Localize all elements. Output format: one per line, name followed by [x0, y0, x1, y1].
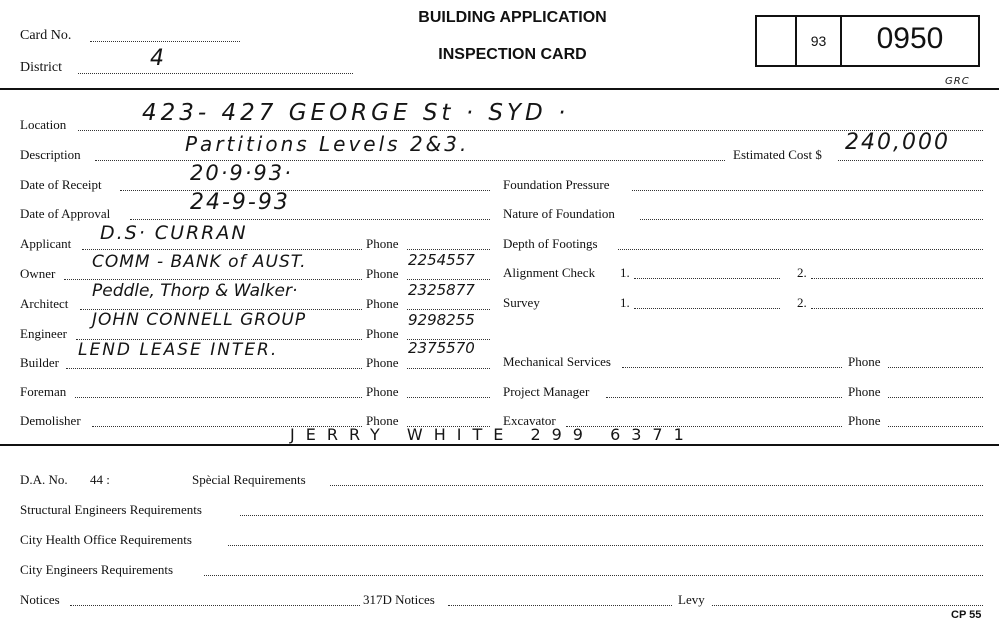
depth-of-footings-field[interactable] — [618, 249, 983, 250]
da-no-value: 44 : — [90, 472, 110, 487]
mechanical-services-phone-field[interactable] — [888, 367, 983, 368]
survey-2-field[interactable] — [811, 308, 983, 309]
foreman-field[interactable] — [75, 397, 362, 398]
depth-of-footings-label: Depth of Footings — [503, 236, 598, 251]
builder-phone-value: 2375570 — [408, 339, 475, 357]
survey-2-label: 2. — [797, 295, 807, 310]
card-no-field[interactable] — [90, 41, 240, 42]
middle-rule — [0, 444, 999, 446]
date-of-approval-label: Date of Approval — [20, 206, 111, 221]
foundation-pressure-label: Foundation Pressure — [503, 177, 610, 192]
da-no-label: D.A. No. — [20, 472, 68, 487]
architect-label: Architect — [20, 296, 69, 311]
applicant-field[interactable] — [82, 249, 362, 250]
foreman-label: Foreman — [20, 384, 67, 399]
title-inspection-card: INSPECTION CARD — [438, 46, 587, 63]
alignment-check-1-field[interactable] — [634, 278, 780, 279]
special-requirements-label: Spècial Requirements — [192, 472, 306, 487]
owner-value: COMM - BANK of AUST. — [92, 252, 307, 272]
excavator-phone-label: Phone — [848, 413, 881, 428]
owner-phone-value: 2254557 — [408, 251, 475, 269]
card-number: 0950 — [876, 22, 944, 55]
nature-of-foundation-label: Nature of Foundation — [503, 206, 615, 221]
levy-field[interactable] — [712, 605, 983, 606]
notices-label: Notices — [20, 592, 60, 607]
nature-of-foundation-field[interactable] — [640, 219, 983, 220]
mechanical-services-phone-label: Phone — [848, 354, 881, 369]
date-of-approval-value: 24-9-93 — [190, 190, 290, 215]
foundation-pressure-field[interactable] — [632, 190, 983, 191]
applicant-phone-field[interactable] — [407, 249, 490, 250]
alignment-check-2-label: 2. — [797, 265, 807, 280]
date-of-approval-field[interactable] — [130, 219, 490, 220]
architect-phone-label: Phone — [366, 296, 399, 311]
health-requirements-label: City Health Office Requirements — [20, 532, 192, 547]
architect-phone-field[interactable] — [407, 309, 490, 310]
builder-field[interactable] — [66, 368, 362, 369]
levy-label: Levy — [678, 592, 705, 607]
notices-317d-label: 317D Notices — [363, 592, 435, 607]
mechanical-services-field[interactable] — [622, 367, 842, 368]
estimated-cost-label: Estimated Cost $ — [733, 147, 822, 162]
title-building-application: BUILDING APPLICATION — [418, 9, 607, 26]
header-rule — [0, 88, 999, 90]
date-of-receipt-label: Date of Receipt — [20, 177, 102, 192]
applicant-value: D.S· CURRAN — [100, 222, 248, 244]
structural-requirements-field[interactable] — [240, 515, 983, 516]
owner-phone-label: Phone — [366, 266, 399, 281]
date-of-receipt-field[interactable] — [120, 190, 490, 191]
estimated-cost-field[interactable] — [838, 160, 983, 161]
alignment-check-2-field[interactable] — [811, 278, 983, 279]
district-value: 4 — [150, 46, 166, 71]
engineer-phone-label: Phone — [366, 326, 399, 341]
card-year: 93 — [810, 33, 827, 49]
card-no-label: Card No. — [20, 28, 72, 43]
district-label: District — [20, 60, 62, 75]
location-label: Location — [20, 117, 67, 132]
description-label: Description — [20, 147, 81, 162]
demolisher-phone-label: Phone — [366, 413, 399, 428]
owner-field[interactable] — [64, 279, 362, 280]
location-value: 423- 427 GEORGE St · SYD · — [142, 100, 570, 126]
notices-field[interactable] — [70, 605, 360, 606]
builder-phone-label: Phone — [366, 355, 399, 370]
builder-label: Builder — [20, 355, 59, 370]
survey-label: Survey — [503, 295, 540, 310]
excavator-note: JERRY WHITE 299 6371 — [290, 425, 695, 444]
district-field[interactable] — [78, 73, 353, 74]
builder-phone-field[interactable] — [407, 368, 490, 369]
applicant-label: Applicant — [20, 236, 72, 251]
estimated-cost-value: 240,000 — [845, 130, 950, 155]
demolisher-label: Demolisher — [20, 413, 81, 428]
foreman-phone-label: Phone — [366, 384, 399, 399]
engineer-value: JOHN CONNELL GROUP — [92, 310, 307, 330]
engineers-requirements-field[interactable] — [204, 575, 983, 576]
owner-label: Owner — [20, 266, 56, 281]
project-manager-phone-label: Phone — [848, 384, 881, 399]
architect-value: Peddle, Thorp & Walker· — [92, 281, 298, 301]
initials: GRC — [945, 76, 970, 87]
engineer-phone-value: 9298255 — [408, 311, 475, 329]
builder-value: LEND LEASE INTER. — [78, 340, 279, 360]
special-requirements-field[interactable] — [330, 485, 983, 486]
project-manager-label: Project Manager — [503, 384, 590, 399]
applicant-phone-label: Phone — [366, 236, 399, 251]
project-manager-phone-field[interactable] — [888, 397, 983, 398]
structural-requirements-label: Structural Engineers Requirements — [20, 502, 202, 517]
alignment-check-label: Alignment Check — [503, 265, 596, 280]
date-of-receipt-value: 20·9·93· — [190, 161, 293, 185]
alignment-check-1-label: 1. — [620, 265, 630, 280]
project-manager-field[interactable] — [606, 397, 842, 398]
excavator-phone-field[interactable] — [888, 426, 983, 427]
description-value: Partitions Levels 2&3. — [185, 132, 470, 156]
excavator-label: Excavator — [503, 413, 556, 428]
owner-phone-field[interactable] — [407, 279, 490, 280]
survey-1-field[interactable] — [634, 308, 780, 309]
mechanical-services-label: Mechanical Services — [503, 354, 611, 369]
form-code: CP 55 — [951, 609, 982, 621]
health-requirements-field[interactable] — [228, 545, 983, 546]
engineers-requirements-label: City Engineers Requirements — [20, 562, 174, 577]
architect-phone-value: 2325877 — [408, 281, 475, 299]
survey-1-label: 1. — [620, 295, 630, 310]
foreman-phone-field[interactable] — [407, 397, 490, 398]
engineer-label: Engineer — [20, 326, 67, 341]
notices-317d-field[interactable] — [448, 605, 672, 606]
